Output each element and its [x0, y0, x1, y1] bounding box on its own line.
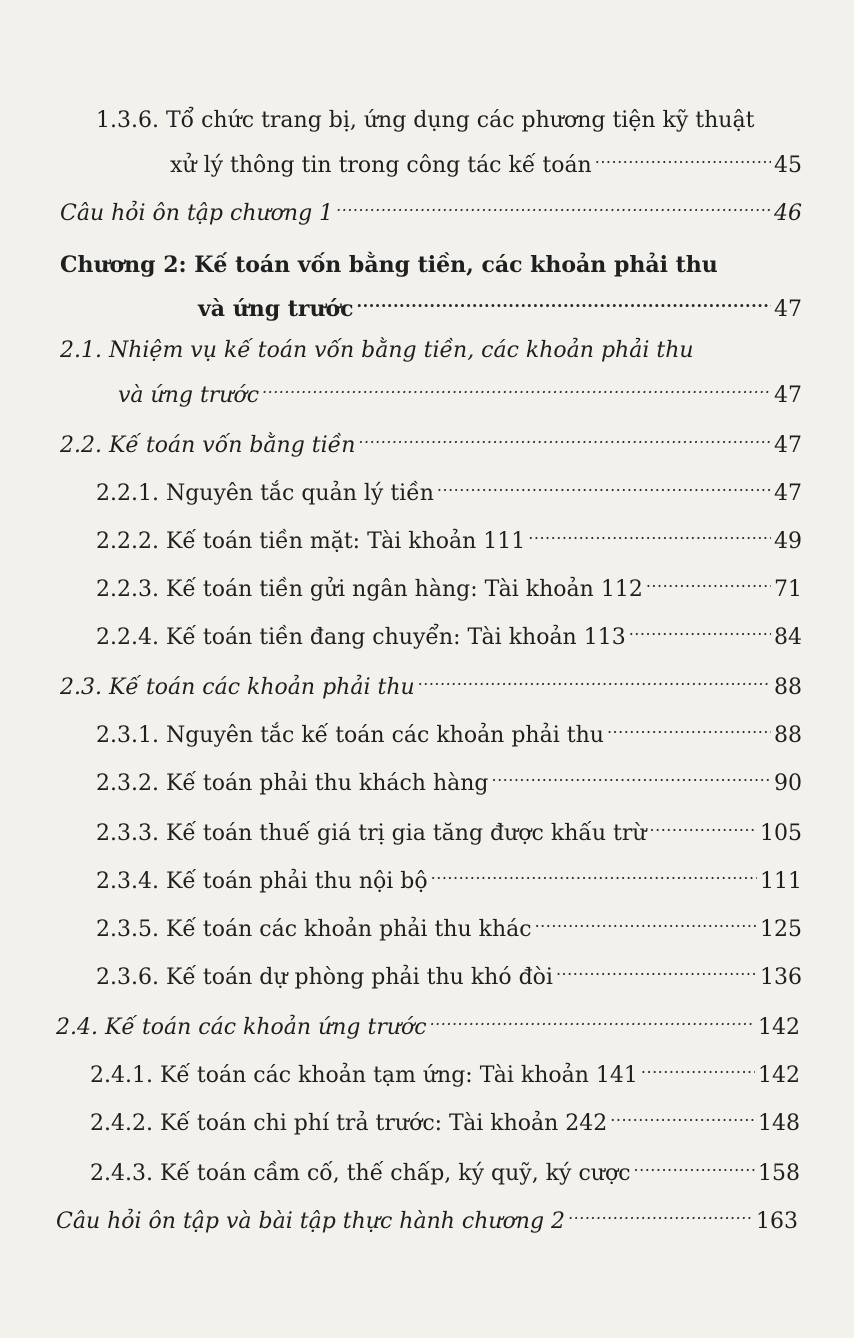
toc-entry-title: 2.4.3. Kế toán cầm cố, thế chấp, ký quỹ, ký cược [90, 1161, 631, 1186]
toc-page-number: 163 [756, 1209, 798, 1234]
dot-leader [535, 906, 757, 936]
dot-leader [556, 954, 757, 984]
toc-entry-2-2 [60, 422, 802, 461]
toc-entry-review-ch2 [56, 1198, 798, 1237]
toc-page-number: 45 [774, 153, 802, 178]
toc-page-number: 142 [758, 1063, 800, 1088]
toc-entry-2-2-1 [96, 470, 802, 509]
toc-entry-2-2-4 [96, 614, 802, 653]
toc-entry-2-4 [56, 1004, 800, 1043]
dot-leader [629, 614, 771, 644]
toc-entry-2-2-3 [96, 566, 802, 605]
toc-entry-title: Câu hỏi ôn tập và bài tập thực hành chương 2 [56, 1209, 566, 1234]
toc-page-number: 148 [758, 1111, 800, 1136]
toc-entry-title: 2.2.3. Kế toán tiền gửi ngân hàng: Tài khoản 112 [96, 577, 643, 602]
toc-page-number: 88 [774, 675, 802, 700]
toc-entry-1-3-6 [170, 142, 802, 181]
toc-page-number: 105 [760, 821, 802, 846]
toc-entry-title: 2.3.2. Kế toán phải thu khách hàng [96, 771, 489, 796]
toc-page-number: 47 [774, 481, 802, 506]
toc-page-number: 47 [774, 433, 802, 458]
toc-entry-2-2-2 [96, 518, 802, 557]
dot-leader [595, 142, 771, 172]
toc-chapter-2-line1: Chương 2: Kế toán vốn bằng tiền, các khoản phải thu [60, 252, 718, 278]
dot-leader [607, 712, 771, 742]
toc-entry-2-3-5 [96, 906, 802, 945]
toc-entry-title: 2.4.2. Kế toán chi phí trả trước: Tài khoản 242 [90, 1111, 608, 1136]
toc-entry-2-3 [60, 664, 802, 703]
toc-page-number: 47 [774, 383, 802, 408]
toc-entry-title: 2.2.1. Nguyên tắc quản lý tiền [96, 481, 434, 506]
toc-entry-2-1 [118, 372, 802, 411]
toc-entry-2-3-1 [96, 712, 802, 751]
dot-leader [357, 286, 771, 316]
dot-leader [336, 190, 771, 220]
toc-entry-2-3-3 [96, 810, 802, 849]
toc-entry-title: 2.4. Kế toán các khoản ứng trước [56, 1015, 427, 1040]
dot-leader [610, 1100, 755, 1130]
toc-entry-title: 2.3.4. Kế toán phải thu nội bộ [96, 869, 428, 894]
toc-entry-title: 2.3. Kế toán các khoản phải thu [60, 675, 415, 700]
toc-page-number: 47 [774, 297, 802, 322]
dot-leader [646, 566, 771, 596]
dot-leader [568, 1198, 753, 1228]
toc-page-number: 158 [758, 1161, 800, 1186]
toc-entry-title: 2.3.1. Nguyên tắc kế toán các khoản phải thu [96, 723, 604, 748]
dot-leader [634, 1150, 755, 1180]
toc-entry-title: 2.2. Kế toán vốn bằng tiền [60, 433, 356, 458]
toc-page-number: 142 [758, 1015, 800, 1040]
toc-entry-2-4-1 [90, 1052, 800, 1091]
toc-entry-2-3-6 [96, 954, 802, 993]
toc-page-number: 136 [760, 965, 802, 990]
dot-leader [430, 1004, 755, 1034]
toc-entry-title: và ứng trước [198, 296, 354, 322]
toc-page-number: 111 [760, 869, 802, 894]
toc-entry-title: 2.3.5. Kế toán các khoản phải thu khác [96, 917, 532, 942]
toc-entry-2-1-line1: 2.1. Nhiệm vụ kế toán vốn bằng tiền, các khoản phải thu [60, 338, 694, 363]
dot-leader [431, 858, 757, 888]
dot-leader [437, 470, 771, 500]
toc-entry-2-4-2 [90, 1100, 800, 1139]
dot-leader [358, 422, 771, 452]
toc-entry-title: 2.2.4. Kế toán tiền đang chuyển: Tài khoản 113 [96, 625, 626, 650]
toc-entry-title: 2.3.6. Kế toán dự phòng phải thu khó đòi [96, 965, 553, 990]
toc-page-number: 71 [774, 577, 802, 602]
dot-leader [262, 372, 771, 402]
toc-entry-1-3-6-line1: 1.3.6. Tổ chức trang bị, ứng dụng các phương tiện kỹ thuật [96, 108, 755, 133]
dot-leader [641, 1052, 755, 1082]
toc-entry-title: 2.2.2. Kế toán tiền mặt: Tài khoản 111 [96, 529, 526, 554]
toc-entry-2-3-2 [96, 760, 802, 799]
toc-page-number: 125 [760, 917, 802, 942]
toc-entry-2-3-4 [96, 858, 802, 897]
toc-page-number: 88 [774, 723, 802, 748]
toc-page-number: 84 [774, 625, 802, 650]
toc-entry-title: Câu hỏi ôn tập chương 1 [60, 201, 334, 226]
toc-page-number: 90 [774, 771, 802, 796]
toc-chapter-2 [198, 286, 802, 325]
toc-entry-title: 2.3.3. Kế toán thuế giá trị gia tăng được khấu trừ [96, 821, 647, 846]
dot-leader [528, 518, 771, 548]
toc-entry-2-4-3 [90, 1150, 800, 1189]
toc-page-number: 49 [774, 529, 802, 554]
toc-entry-title: và ứng trước [118, 383, 260, 408]
toc-page-number: 46 [774, 201, 802, 226]
toc-entry-title: 2.4.1. Kế toán các khoản tạm ứng: Tài khoản 141 [90, 1063, 638, 1088]
dot-leader [418, 664, 771, 694]
toc-entry-title: xử lý thông tin trong công tác kế toán [170, 153, 592, 178]
dot-leader [492, 760, 772, 790]
toc-entry-review-ch1 [60, 190, 802, 229]
dot-leader [650, 810, 757, 840]
